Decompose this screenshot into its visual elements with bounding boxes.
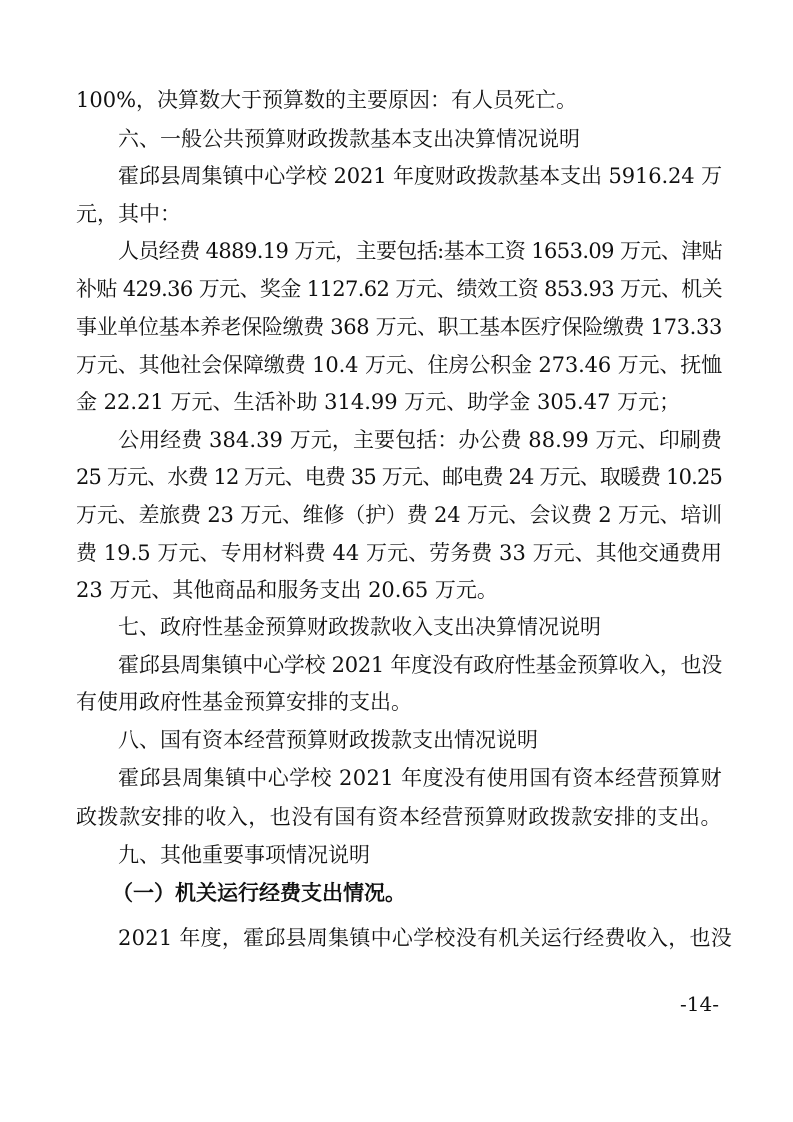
text-line: 元，其中： <box>76 202 181 226</box>
section-heading-9: 九、其他重要事项情况说明 <box>118 843 370 867</box>
text-line: 金 22.21 万元、生活补助 314.99 万元、助学金 305.47 万元； <box>76 390 681 414</box>
text-line: 霍邱县周集镇中心学校 2021 年度没有使用国有资本经营预算财 <box>118 766 722 790</box>
text-line: 事业单位基本养老保险缴费 368 万元、职工基本医疗保险缴费 173.33 <box>76 315 722 339</box>
subsection-heading: （一）机关运行经费支出情况。 <box>112 880 406 905</box>
text-line: 霍邱县周集镇中心学校 2021 年度没有政府性基金预算收入，也没 <box>118 653 722 677</box>
text-line: 100%，决算数大于预算数的主要原因：有人员死亡。 <box>76 88 578 112</box>
text-line: 万元、其他社会保障缴费 10.4 万元、住房公积金 273.46 万元、抚恤 <box>76 353 722 377</box>
text-line: 25 万元、水费 12 万元、电费 35 万元、邮电费 24 万元、取暖费 10.25 <box>76 465 722 489</box>
text-line: 2021 年度，霍邱县周集镇中心学校没有机关运行经费收入，也没 <box>118 926 732 950</box>
text-line: 费 19.5 万元、专用材料费 44 万元、劳务费 33 万元、其他交通费用 <box>76 541 722 565</box>
text-line: 23 万元、其他商品和服务支出 20.65 万元。 <box>76 578 498 602</box>
section-heading-8: 八、国有资本经营预算财政拨款支出情况说明 <box>118 728 538 752</box>
page-number: -14- <box>680 992 719 1016</box>
section-heading-7: 七、政府性基金预算财政拨款收入支出决算情况说明 <box>118 615 601 639</box>
text-line: 人员经费 4889.19 万元，主要包括:基本工资 1653.09 万元、津贴 <box>118 239 722 263</box>
text-line: 霍邱县周集镇中心学校 2021 年度财政拨款基本支出 5916.24 万 <box>118 164 722 188</box>
text-line: 万元、差旅费 23 万元、维修（护）费 24 万元、会议费 2 万元、培训 <box>76 503 722 527</box>
section-heading-6: 六、一般公共预算财政拨款基本支出决算情况说明 <box>118 127 580 151</box>
text-line: 补贴 429.36 万元、奖金 1127.62 万元、绩效工资 853.93 万元、机关 <box>76 277 722 301</box>
text-line: 有使用政府性基金预算安排的支出。 <box>76 690 412 714</box>
text-line: 政拨款安排的收入，也没有国有资本经营预算财政拨款安排的支出。 <box>76 805 722 829</box>
text-line: 公用经费 384.39 万元，主要包括：办公费 88.99 万元、印刷费 <box>118 428 722 452</box>
